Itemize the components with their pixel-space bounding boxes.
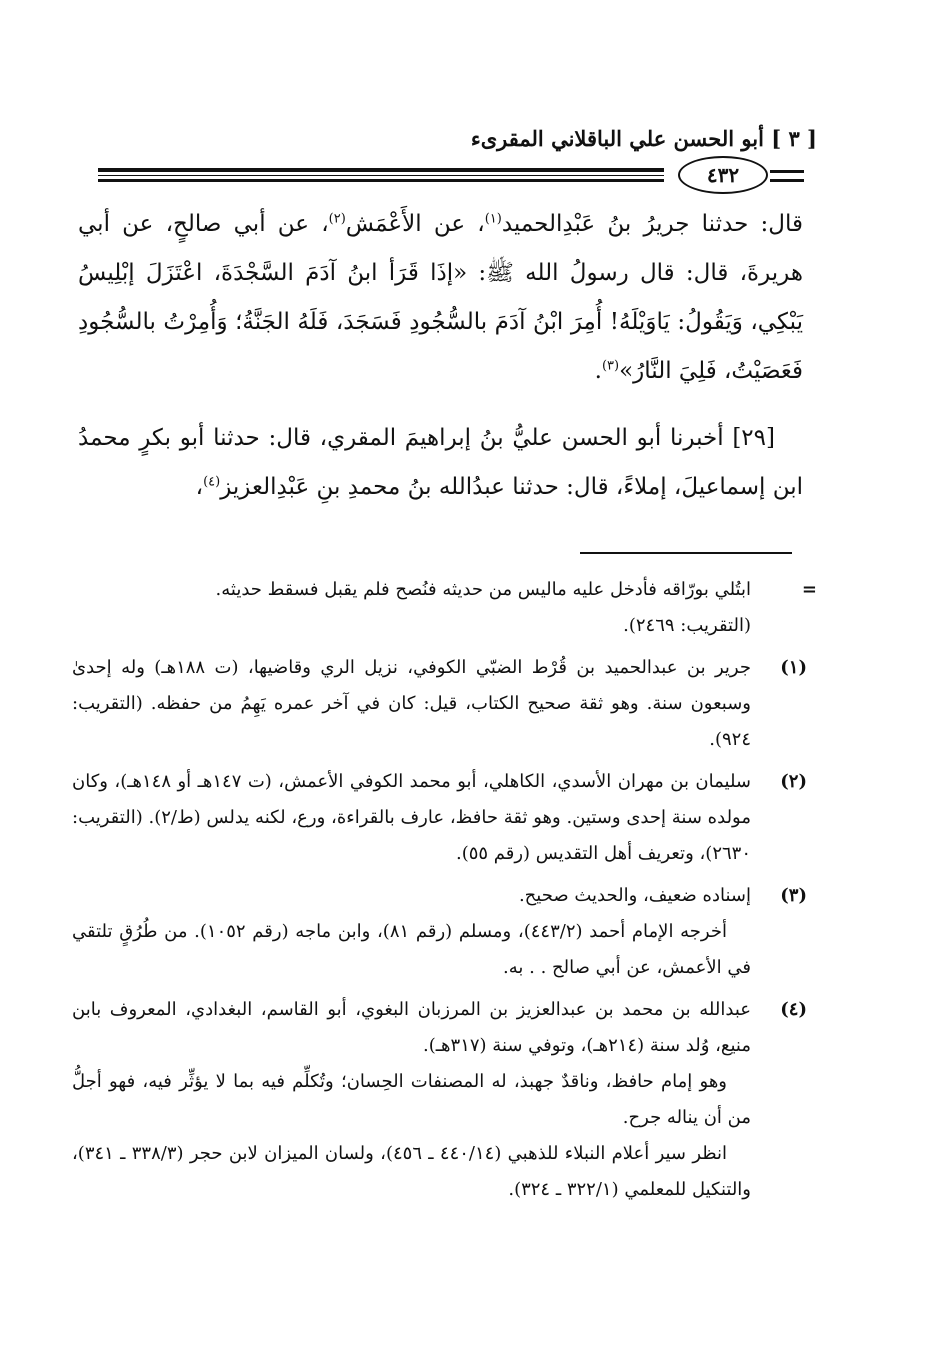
running-title: [ ٣ ] أبو الحسن علي الباقلاني المقرىء bbox=[470, 126, 817, 151]
paragraph-isnad bbox=[78, 414, 803, 512]
footnote-ref: (٢) bbox=[328, 211, 346, 227]
paragraph-hadith bbox=[78, 200, 803, 396]
footnotes bbox=[72, 572, 817, 1214]
footnote-1 bbox=[72, 650, 805, 758]
footnote-number: (٢) bbox=[780, 771, 807, 792]
footnote-text: عبدالله بن محمد بن عبدالعزيز بن المرزبان البغوي، أبو القاسم، البغدادي، المعروف بابن منيع، وُلد سنة (٢١٤هـ)، وتوفي سنة (٣١٧هـ). bbox=[72, 999, 751, 1056]
footnote-text: وهو إمام حافظ، وناقدٌ جهبذ، له المصنفات الحِسان؛ وتُكلِّم فيه بما لا يؤثِّر فيه، فهو أجلُّ من أن يناله جرح. bbox=[72, 1071, 751, 1128]
main-text bbox=[78, 200, 803, 512]
text-segment: ، عن أبي صالحٍ، عن أبي هريرةَ، قال: قال رسولُ الله ﷺ: «إذَا قَرَأ ابنُ آدَمَ السَّجْدَةَ، اعْتَزَلَ إبْلِيسُ يَبْكِي، وَيَقُولُ: يَاوَيْلَهُ! أُمِرَ ابْنُ آدَمَ بالسُّجُودِ فَسَجَدَ، فَلَهُ الجَنَّةُ؛ وَأُمِرْتُ بالسُّجُودِ فَعَصَيْتُ، فَلِيَ النَّارُ» bbox=[78, 211, 803, 384]
continuation-marker: = bbox=[801, 579, 817, 600]
footnote-separator bbox=[580, 552, 792, 554]
footnote-4 bbox=[72, 992, 805, 1208]
footnote-3 bbox=[72, 878, 805, 986]
footnote-number: (٣) bbox=[780, 885, 807, 906]
footnote-number: (٤) bbox=[780, 999, 807, 1020]
footnote-ref: (٣) bbox=[601, 358, 620, 374]
header-rule bbox=[98, 168, 664, 182]
footnote-text: انظر سير أعلام النبلاء للذهبي (٤٤٠/١٤ ـ ٤٥٦)، ولسان الميزان لابن حجر (٣٣٨/٣ ـ ٣٤١)، والتنكيل للمعلمي (٣٢٢/١ ـ ٣٢٤). bbox=[72, 1143, 751, 1200]
header-rule-short bbox=[770, 170, 804, 182]
footnote-number: (١) bbox=[780, 657, 807, 678]
footnote-ref: (١) bbox=[484, 211, 502, 227]
text-segment: [٢٩] أخبرنا أبو الحسن عليُّ بنُ إبراهيمَ المقري، قال: حدثنا أبو بكرٍ محمدُ ابن إسماعيلَ، إملاءً، قال: حدثنا عبدُالله بنُ محمدِ بنِ عَبْدِالعزيز bbox=[78, 425, 803, 500]
text-segment: ، bbox=[195, 474, 204, 500]
text-segment: ، عن الأَعْمَش bbox=[345, 211, 485, 237]
footnote-text: جرير بن عبدالحميد بن قُرْط الضبّي الكوفي، نزيل الري وقاضيها، (ت ١٨٨هـ) وله إحدىٰ وسبعون سنة. وهو ثقة صحيح الكتاب، قيل: كان في آخر عمره يَهِمُ من حفظه. (التقريب: ٩٢٤). bbox=[72, 657, 751, 750]
page-number: ٤٣٢ bbox=[678, 156, 768, 194]
footnote-text: ابتُلي بورّاقه فأدخل عليه ماليس من حديثه فنُصح فلم يقبل فسقط حديثه. bbox=[215, 579, 751, 600]
footnote-text: إسناده ضعيف، والحديث صحيح. bbox=[518, 885, 751, 906]
footnote-text: (التقريب: ٢٤٦٩). bbox=[623, 615, 751, 636]
text-segment: قال: حدثنا جريرُ بنُ عَبْدِالحميد bbox=[501, 211, 803, 237]
text-segment: . bbox=[594, 358, 602, 384]
footnote-text: أخرجه الإمام أحمد (٤٤٣/٢)، ومسلم (رقم ٨١)، وابن ماجه (رقم ١٠٥٢). من طُرُقٍ تلتقي في الأعمش، عن أبي صالح . . به. bbox=[72, 921, 751, 978]
footnote-2 bbox=[72, 764, 805, 872]
footnote-text: سليمان بن مهران الأسدي، الكاهلي، أبو محمد الكوفي الأعمش، (ت ١٤٧هـ أو ١٤٨هـ)، وكان مولده سنة إحدى وستين. وهو ثقة حافظ، عارف بالقراءة، ورع، لكنه يدلس (ط/٢). (التقريب: ٢٦٣٠)، وتعريف أهل التقديس (رقم ٥٥). bbox=[72, 771, 751, 864]
footnote-ref: (٤) bbox=[203, 474, 221, 490]
footnote-continuation bbox=[72, 572, 817, 644]
